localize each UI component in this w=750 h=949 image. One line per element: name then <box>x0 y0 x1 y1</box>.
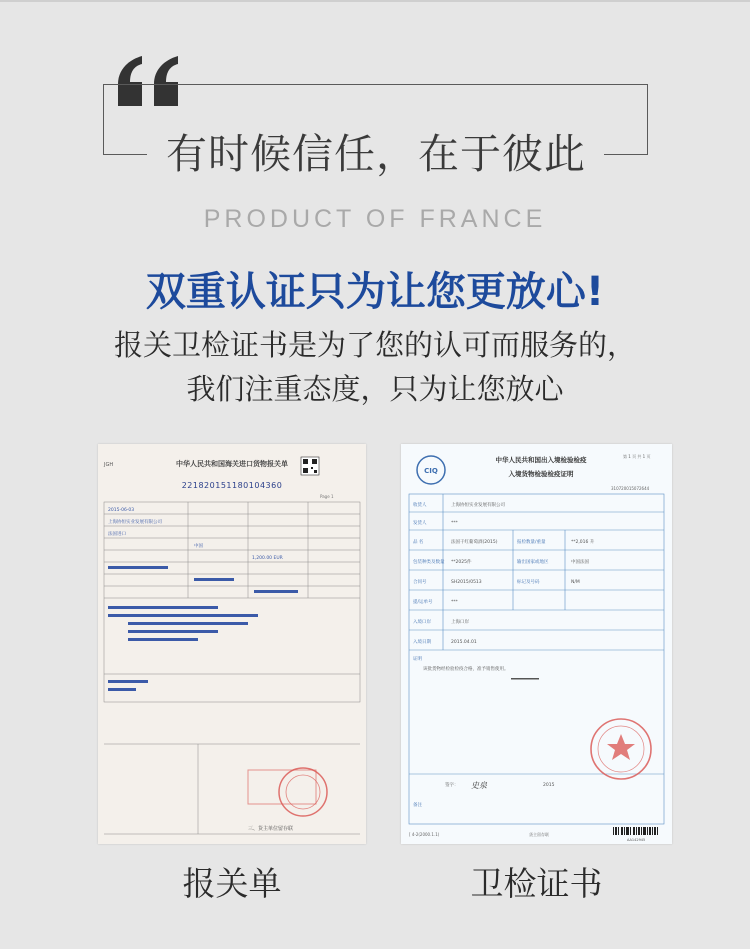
quote-mark-icon <box>116 54 180 108</box>
signature: 史泉 <box>471 781 487 790</box>
mark-value: N/M <box>571 580 580 585</box>
cert-page: 第 1 页 共 1 页 <box>623 454 651 459</box>
sign-date: 2015 <box>543 783 555 788</box>
quote-frame-top <box>103 84 648 85</box>
origin-label: 输出国家或地区 <box>517 560 549 565</box>
bill-label: 提/运单号 <box>413 600 433 605</box>
certificate-caption: 卫检证书 <box>470 864 603 903</box>
entry-date-value: 2015.04.01 <box>451 640 477 645</box>
customs-amount: 1,200.00 EUR <box>252 556 283 561</box>
pack-value: **2025件 <box>451 560 472 565</box>
consignor-label: 发货人 <box>413 521 427 526</box>
sign-label: 签字： <box>445 783 459 788</box>
entry-label: 入境口岸 <box>413 620 431 625</box>
cert-subtitle: 入境货物检验检疫证明 <box>508 470 574 478</box>
origin-value: 中国法国 <box>571 560 589 565</box>
cert-number: 310720015072644 <box>611 486 650 491</box>
customs-page: Page 1 <box>320 494 334 499</box>
other-label: 备注 <box>413 803 422 808</box>
customs-text-2: 法国进口 <box>108 532 126 537</box>
subtitle: PRODUCT OF FRANCE <box>203 205 547 233</box>
quantity-value: **2,016 升 <box>571 540 595 545</box>
svg-text:CIQ: CIQ <box>424 467 438 475</box>
cert-footer-left: [ 4-2(2000.1.1) <box>409 832 440 837</box>
customs-footer: 三、货主单位留存联 <box>248 826 294 832</box>
quote-text: 有时候信任，在于彼此 <box>166 130 586 178</box>
customs-title: 中华人民共和国海关进口货物报关单 <box>176 460 288 468</box>
customs-number: 221820151180104360 <box>181 481 283 490</box>
customs-date: 2015-06-03 <box>108 508 135 513</box>
description-line-1: 报关卫检证书是为了您的认可而服务的， <box>113 328 636 362</box>
customs-declaration-image <box>98 444 366 844</box>
description-line-2: 我们注重态度，只为让您放心 <box>186 372 564 406</box>
consignee-label: 收货人 <box>413 503 427 508</box>
customs-caption: 报关单 <box>182 864 282 903</box>
entry-date-label: 入境日期 <box>413 640 431 645</box>
cert-title: 中华人民共和国出入境检验检疫 <box>495 456 587 464</box>
cert-footer-mid: 货主留存联 <box>529 832 549 837</box>
remarks-label: 证明 <box>413 657 422 662</box>
top-divider <box>0 0 750 2</box>
quote-frame-right <box>647 84 648 154</box>
remarks-text: 该批货物经检验检疫合格，准予销售使用。 <box>423 667 509 672</box>
bill-value: *** <box>451 600 458 605</box>
contract-value: SH2015/0513 <box>451 580 482 585</box>
customs-text-1: 上海协恒实业发展有限公司 <box>108 520 162 525</box>
quote-frame-left <box>103 84 104 154</box>
qr-code-icon <box>301 457 319 475</box>
goods-value: 法国干红葡萄酒(2015) <box>451 540 498 545</box>
inspection-certificate-image <box>401 444 672 844</box>
customs-origin: 中国 <box>194 544 203 549</box>
pack-label: 包装种类及数量 <box>413 560 445 565</box>
headline: 双重认证只为让您更放心! <box>145 269 605 315</box>
mark-label: 标记及号码 <box>517 580 540 585</box>
quantity-label: 报检数量/重量 <box>517 540 546 545</box>
customs-corner-code: JGH <box>104 462 114 468</box>
cert-footer-right: AA142945 <box>627 838 646 842</box>
contract-label: 合同号 <box>413 580 427 585</box>
entry-value: 上海口岸 <box>451 620 469 625</box>
consignor-value: *** <box>451 521 458 526</box>
goods-label: 品 名 <box>413 540 424 545</box>
consignee-value: 上海协恒实业发展有限公司 <box>451 503 505 508</box>
